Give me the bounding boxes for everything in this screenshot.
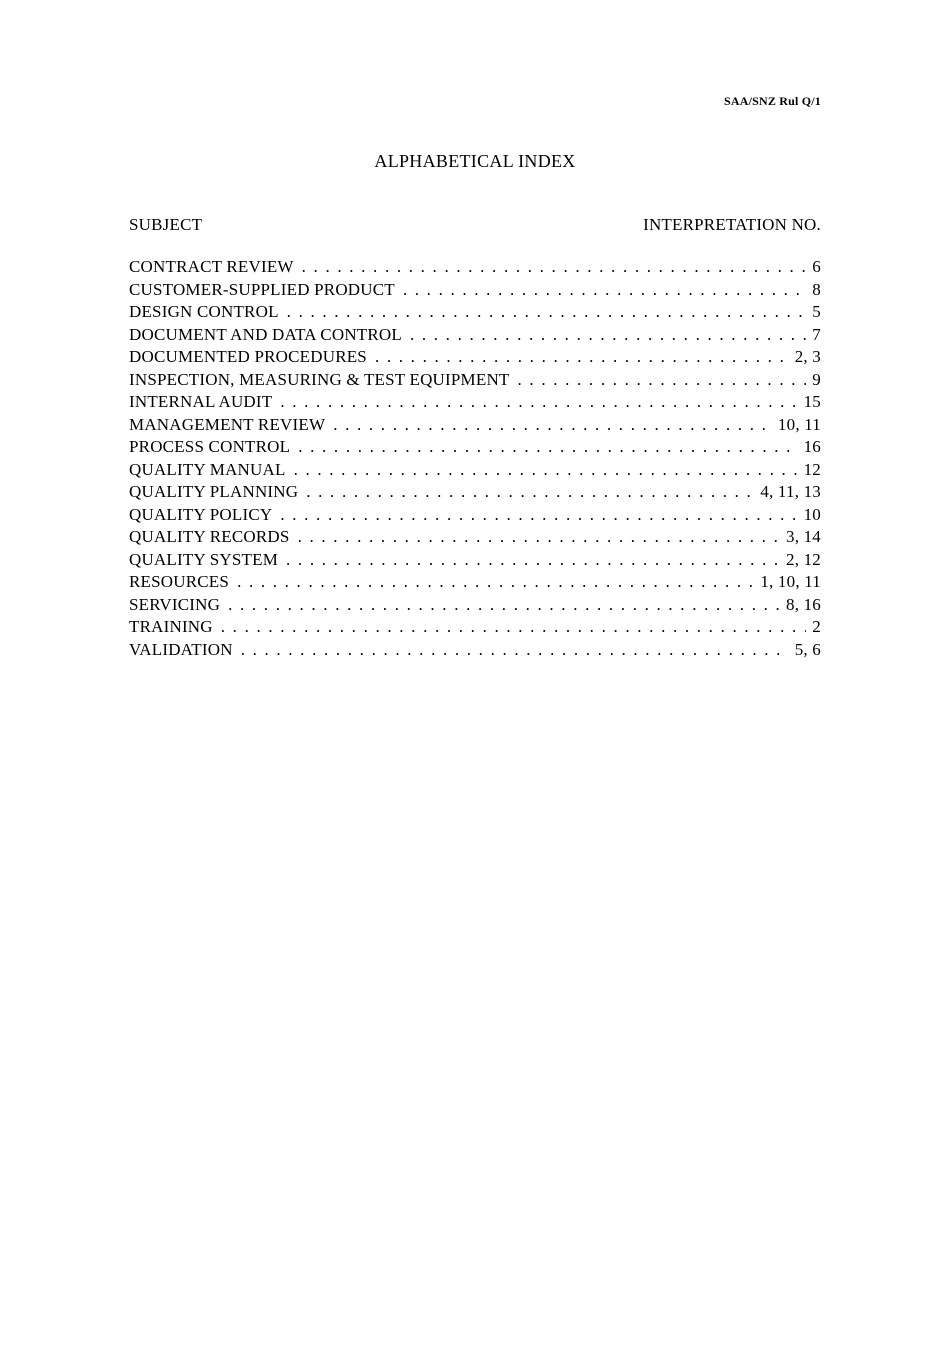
index-entry-subject: DOCUMENT AND DATA CONTROL	[129, 324, 402, 344]
dot-leader	[280, 391, 797, 414]
index-entry-numbers: 12	[803, 459, 821, 479]
dot-leader	[518, 369, 807, 392]
dot-leader	[306, 481, 754, 504]
index-entry-subject: VALIDATION	[129, 639, 233, 659]
dot-leader	[280, 504, 797, 527]
dot-leader	[241, 639, 789, 662]
index-entry-subject: INTERNAL AUDIT	[129, 392, 273, 411]
dot-leader	[294, 459, 798, 482]
index-entry-subject: TRAINING	[129, 617, 213, 636]
index-entry-numbers: 2	[812, 617, 821, 636]
index-entry-numbers: 16	[803, 437, 821, 456]
index-entry-subject: QUALITY POLICY	[129, 504, 273, 524]
dot-leader	[333, 414, 772, 437]
index-entry-subject: CONTRACT REVIEW	[129, 257, 294, 276]
index-entry-numbers: 5, 6	[794, 639, 821, 659]
index-entry	[129, 324, 821, 347]
index-entry-subject: QUALITY RECORDS	[129, 527, 290, 546]
index-entry-numbers: 5	[812, 302, 821, 321]
page-title: ALPHABETICAL INDEX	[374, 151, 576, 171]
dot-leader	[410, 324, 806, 347]
dot-leader	[298, 526, 780, 549]
index-entry-subject: QUALITY PLANNING	[129, 482, 299, 501]
index-entry-subject: QUALITY MANUAL	[129, 459, 286, 479]
document-reference: SAA/SNZ Rul Q/1	[723, 94, 821, 108]
index-entry-numbers: 2, 12	[786, 549, 821, 569]
dot-leader	[221, 616, 807, 639]
index-entry-numbers: 9	[812, 369, 821, 389]
index-entry	[129, 391, 821, 414]
index-entry	[129, 571, 821, 594]
index-entry	[129, 301, 821, 324]
index-entry	[129, 459, 821, 482]
dot-leader	[375, 346, 789, 369]
index-entry-subject: DOCUMENTED PROCEDURES	[129, 347, 367, 366]
index-entry-numbers: 8, 16	[786, 594, 821, 614]
index-entry-numbers: 10, 11	[777, 414, 821, 434]
alphabetical-index-list	[129, 256, 821, 661]
dot-leader	[237, 571, 754, 594]
index-entry	[129, 481, 821, 504]
index-entry-numbers: 8	[812, 279, 821, 299]
index-entry	[129, 549, 821, 572]
index-entry-numbers: 4, 11, 13	[760, 482, 821, 501]
dot-leader	[286, 549, 780, 572]
index-entry	[129, 279, 821, 302]
index-entry-subject: QUALITY SYSTEM	[129, 549, 279, 569]
index-entry	[129, 504, 821, 527]
index-entry	[129, 594, 821, 617]
index-entry-subject: RESOURCES	[129, 572, 230, 591]
index-entry	[129, 346, 821, 369]
dot-leader	[403, 279, 806, 302]
index-entry	[129, 436, 821, 459]
dot-leader	[287, 301, 807, 324]
index-entry-subject: DESIGN CONTROL	[129, 302, 279, 321]
index-entry-numbers: 3, 14	[786, 527, 821, 546]
dot-leader	[298, 436, 797, 459]
index-entry-subject: SERVICING	[129, 594, 221, 614]
index-entry	[129, 526, 821, 549]
index-entry	[129, 369, 821, 392]
dot-leader	[228, 594, 780, 617]
index-entry-subject: INSPECTION, MEASURING & TEST EQUIPMENT	[129, 369, 510, 389]
index-entry-subject: PROCESS CONTROL	[129, 437, 291, 456]
index-column-headers	[129, 215, 821, 235]
index-entry	[129, 639, 821, 662]
index-entry-numbers: 2, 3	[794, 347, 821, 366]
index-entry-numbers: 7	[812, 324, 821, 344]
index-entry	[129, 616, 821, 639]
index-entry	[129, 256, 821, 279]
index-entry-numbers: 15	[803, 392, 821, 411]
index-entry-subject: MANAGEMENT REVIEW	[129, 414, 326, 434]
index-entry-numbers: 1, 10, 11	[760, 572, 821, 591]
index-entry-subject: CUSTOMER-SUPPLIED PRODUCT	[129, 279, 395, 299]
subject-column-header: SUBJECT	[129, 215, 203, 234]
index-entry-numbers: 10	[803, 504, 821, 524]
index-entry-numbers: 6	[812, 257, 821, 276]
interpretation-column-header: INTERPRETATION NO.	[643, 215, 821, 234]
dot-leader	[302, 256, 807, 279]
index-entry	[129, 414, 821, 437]
